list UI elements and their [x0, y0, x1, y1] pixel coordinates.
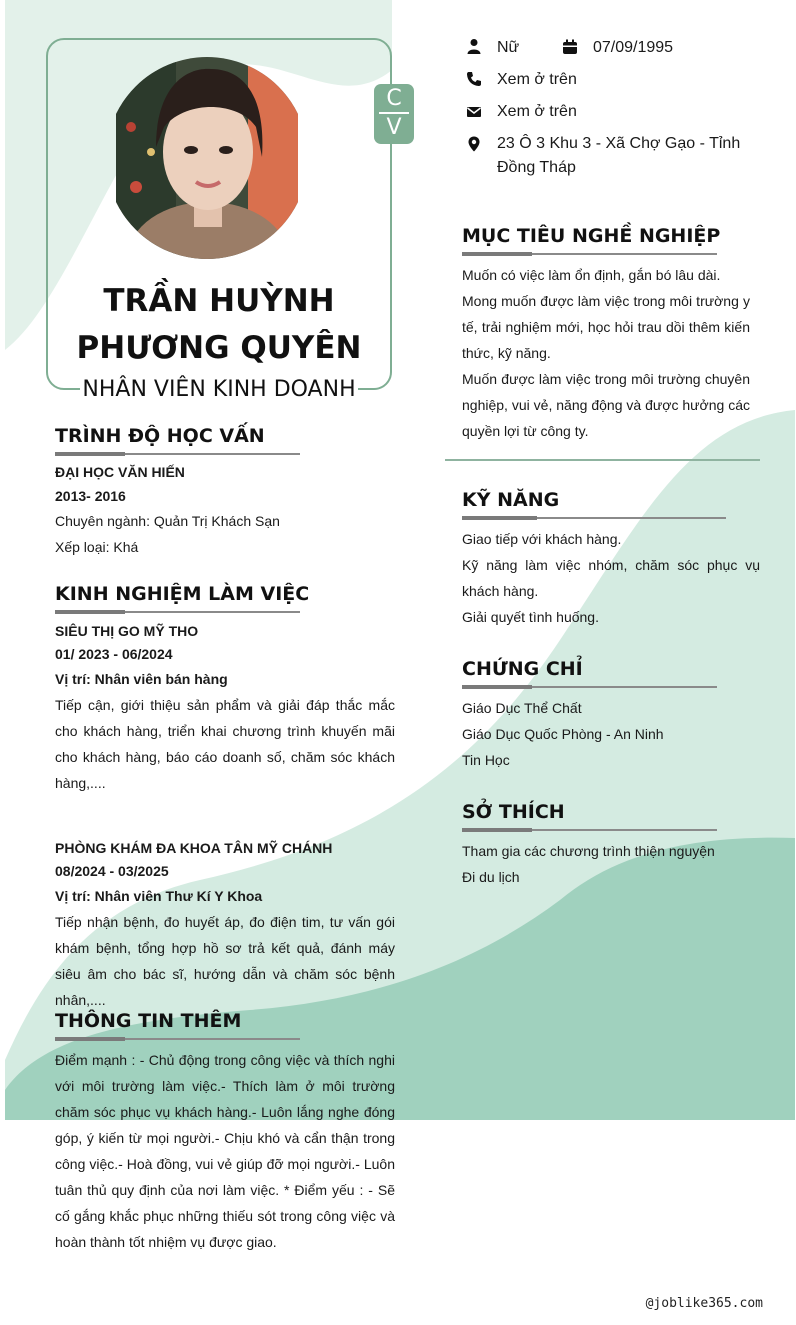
hobby-item: Đi du lịch: [462, 869, 520, 885]
experience-section-header: [55, 582, 310, 613]
objective-section-header: [462, 224, 721, 255]
objective-line-3: Muốn được làm việc trong môi trường chuyên nghiệp, vui vẻ, năng động và được hưởng các quyền lợi từ công ty.: [462, 371, 750, 439]
section-divider: [445, 459, 760, 461]
address-value: 23 Ô 3 Khu 3 - Xã Chợ Gạo - Tỉnh Đồng Tháp: [497, 135, 741, 176]
job-1-period: 01/ 2023 - 06/2024: [55, 646, 173, 662]
skill-item: Giao tiếp với khách hàng.: [462, 531, 622, 547]
certificates-title: CHỨNG CHỈ: [462, 658, 583, 680]
hobbies-title: SỞ THÍCH: [462, 801, 565, 823]
hobby-item: Tham gia các chương trình thiện nguyện: [462, 843, 715, 859]
email-icon: [466, 104, 482, 120]
extra-section-header: [55, 1009, 300, 1040]
extra-title: THÔNG TIN THÊM: [55, 1010, 242, 1032]
cv-badge: [374, 84, 414, 144]
extra-text: Điểm mạnh : - Chủ động trong công việc và thích nghi với môi trường làm việc.- Thích làm ở môi trường chăm sóc phục vụ khách hàng.- Luôn lắng nghe đóng góp, ý kiến từ mọi người.- Chịu khó và cẩn thận trong công việc.- Hoà đồng, vui vẻ giúp đỡ mọi người.- Luôn tuân thủ quy định của nơi làm việc. * Điểm yếu : - Sẽ cố gắng khắc phục những thiếu sót trong công việc và hoàn thành tốt nhiệm vụ được giao.: [55, 1052, 395, 1250]
phone-icon: [466, 71, 482, 87]
education-school: ĐẠI HỌC VĂN HIẾN: [55, 464, 185, 480]
objective-line-1: Muốn có việc làm ổn định, gắn bó lâu dài.: [462, 267, 721, 283]
birthday-value: 07/09/1995: [593, 39, 674, 56]
person-icon: [466, 38, 482, 54]
calendar-icon: [562, 39, 578, 55]
cv-badge-v: V: [386, 114, 402, 140]
name-line-1: TRẦN HUỲNH: [103, 283, 335, 319]
job-1-position: Vị trí: Nhân viên bán hàng: [55, 671, 228, 687]
job-2-description: Tiếp nhận bệnh, đo huyết áp, đo điện tim, tư vấn gói khám bệnh, tổng hợp hồ sơ trả kết quả, đánh máy siêu âm cho bác sĩ, hướng dẫn và chăm sóc bệnh nhân,....: [55, 914, 395, 1008]
education-years: 2013- 2016: [55, 488, 126, 504]
email-value: Xem ở trên: [497, 103, 577, 120]
job-title: NHÂN VIÊN KINH DOANH: [80, 376, 358, 406]
education-title: TRÌNH ĐỘ HỌC VẤN: [55, 425, 265, 447]
certificate-item: Giáo Dục Quốc Phòng - An Ninh: [462, 726, 664, 742]
name-line-2: PHƯƠNG QUYÊN: [76, 330, 362, 366]
hobbies-section-header: [462, 800, 717, 831]
education-major: Chuyên ngành: Quản Trị Khách Sạn: [55, 513, 280, 529]
objective-title: MỤC TIÊU NGHỀ NGHIỆP: [462, 225, 721, 247]
certificate-item: Tin Học: [462, 752, 510, 768]
location-pin-icon: [466, 136, 482, 152]
certificates-section-header: [462, 657, 717, 688]
gender-value: Nữ: [497, 39, 520, 56]
job-1-description: Tiếp cận, giới thiệu sản phẩm và giải đáp thắc mắc cho khách hàng, triển khai chương trình khuyến mãi cho khách hàng, báo cáo doanh số, chăm sóc khách hàng,....: [55, 697, 395, 791]
skills-title: KỸ NĂNG: [462, 489, 560, 511]
job-2-company: PHÒNG KHÁM ĐA KHOA TÂN MỸ CHÁNH: [55, 840, 333, 856]
phone-value: Xem ở trên: [497, 71, 577, 88]
job-1-company: SIÊU THỊ GO MỸ THO: [55, 623, 199, 639]
skill-item: Giải quyết tình huống.: [462, 609, 599, 625]
education-grade: Xếp loại: Khá: [55, 539, 139, 555]
objective-line-2: Mong muốn được làm việc trong môi trường y tế, trải nghiệm mới, học hỏi trau dồi thêm kiến thức, kỹ năng.: [462, 293, 750, 361]
certificate-item: Giáo Dục Thể Chất: [462, 700, 582, 716]
experience-title: KINH NGHIỆM LÀM VIỆC: [55, 583, 310, 605]
job-2-period: 08/2024 - 03/2025: [55, 863, 169, 879]
education-section-header: [55, 424, 300, 455]
skill-item: Kỹ năng làm việc nhóm, chăm sóc phục vụ khách hàng.: [462, 557, 760, 599]
cv-badge-c: C: [386, 86, 402, 112]
avatar: [116, 57, 298, 260]
skills-section-header: [462, 488, 726, 519]
job-2-position: Vị trí: Nhân viên Thư Kí Y Khoa: [55, 888, 263, 904]
watermark: @joblike365.com: [645, 1296, 763, 1311]
